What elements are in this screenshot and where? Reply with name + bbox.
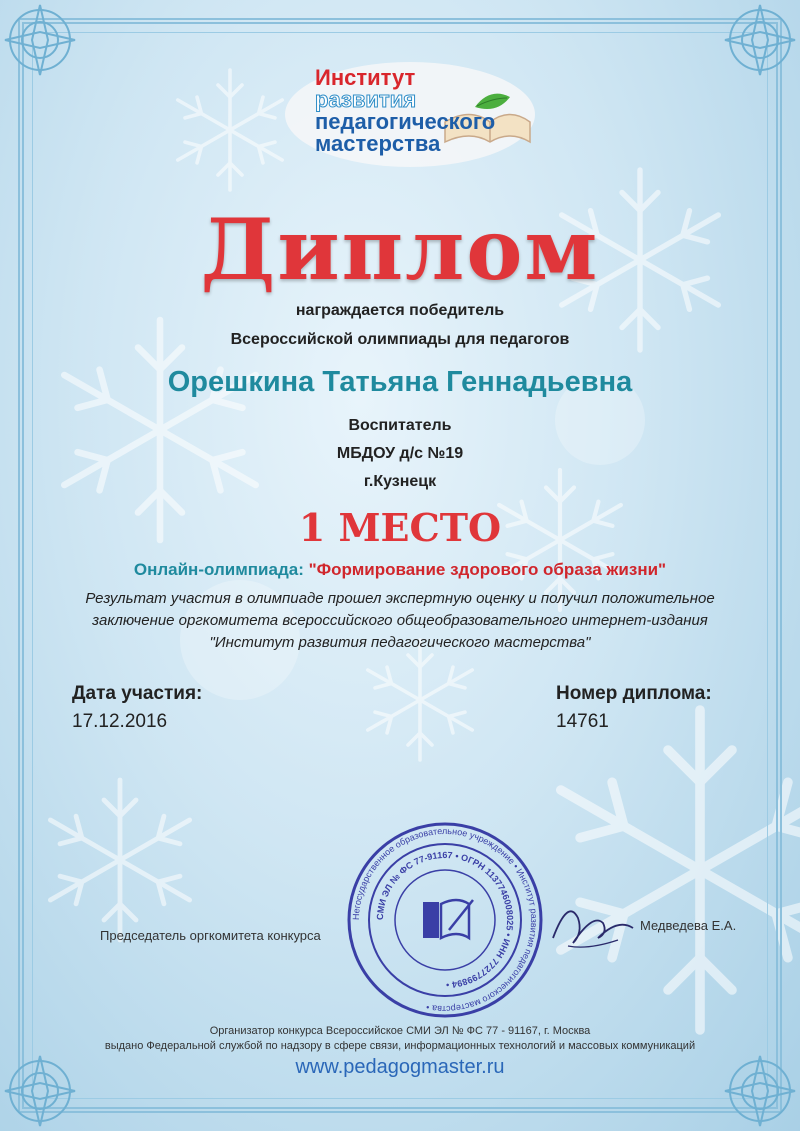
website-link[interactable]: www.pedagogmaster.ru — [295, 1056, 505, 1078]
stamp-book-icon — [423, 900, 473, 938]
logo-line-4: мастерства — [315, 131, 441, 156]
logo-line-3: педагогического — [315, 109, 496, 134]
logo-line-1: Институт — [315, 65, 416, 90]
footer-line-1: Организатор конкурса Всероссийское СМИ ЭЛ № ФС 77 - 91167, г. Москва — [209, 1025, 591, 1037]
result-line-1: Результат участия в олимпиаде прошел экспертную оценку и получил положительное — [85, 590, 715, 607]
olympiad-name: Всероссийской олимпиады для педагогов — [230, 331, 570, 348]
result-line-3: "Институт развития педагогического мастерства" — [209, 634, 591, 651]
date-label: Дата участия: — [72, 683, 203, 704]
corner-ornament-top-left — [0, 0, 130, 130]
awarded-text: награждается победитель — [295, 302, 505, 319]
corner-ornament-top-right — [670, 0, 800, 130]
olympiad-type-label: Онлайн-олимпиада: — [133, 560, 304, 579]
olympiad-topic-line — [0, 560, 800, 580]
footer-line-2: выдано Федеральной службой по надзору в сфере связи, информационных технологий и массовых коммуникаций — [104, 1040, 696, 1052]
olympiad-topic: "Формирование здорового образа жизни" — [308, 560, 667, 579]
svg-text:СМИ ЭЛ № ФС 77-91167 • ОГРН 11 — [375, 850, 515, 990]
recipient-organization: МБДОУ д/с №19 — [336, 445, 464, 462]
signer-name: Медведева Е.А. — [640, 918, 737, 933]
institute-logo — [285, 52, 535, 172]
diploma-title: Диплом — [200, 200, 600, 299]
stamp-inner-text: СМИ ЭЛ № ФС 77-91167 • ОГРН 1137746008025 • ИНН 7727799894 • — [374, 849, 516, 991]
official-stamp — [345, 820, 545, 1020]
place-award: 1 МЕСТО — [298, 505, 502, 550]
chairman-label: Председатель оргкомитета конкурса — [100, 928, 321, 943]
diploma-number-value: 14761 — [556, 711, 609, 732]
recipient-position: Воспитатель — [348, 417, 452, 434]
recipient-city: г.Кузнецк — [363, 473, 437, 490]
result-line-2: заключение оргкомитета всероссийского общеобразовательного интернет-издания — [92, 612, 708, 629]
diploma-number-label: Номер диплома: — [556, 683, 712, 704]
date-value: 17.12.2016 — [72, 711, 168, 732]
logo-line-2: развития — [315, 87, 417, 112]
stamp-outer-text: Негосударственное образовательное учреждение • Институт развития педагогического мастерства • — [350, 825, 540, 1015]
signature — [548, 888, 638, 958]
recipient-name: Орешкина Татьяна Геннадьевна — [167, 366, 633, 398]
